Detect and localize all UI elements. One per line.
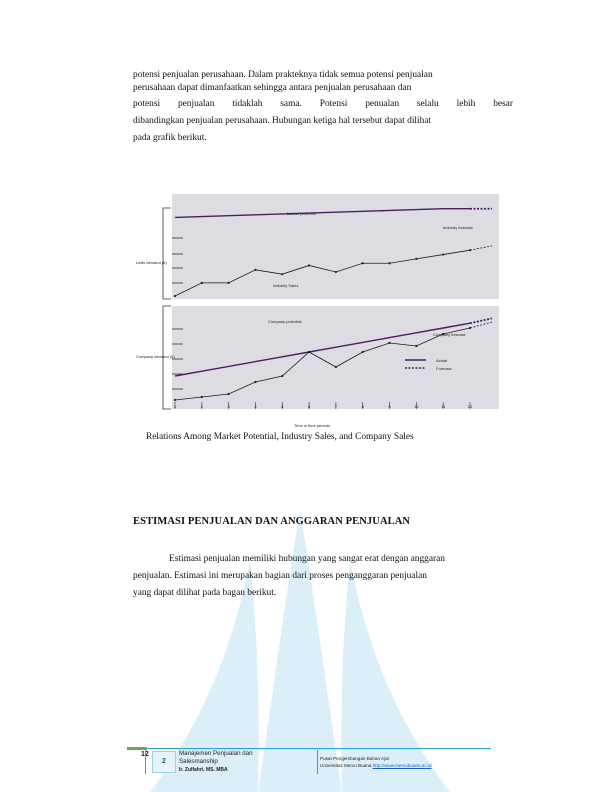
label-company-potential: Company potential [268,319,302,324]
intro-paragraph [133,69,513,145]
word: Potensi [319,99,348,109]
top-point-industry-sales [281,273,283,275]
label-industry-sales: Industry Sales [273,283,299,288]
bottom-point-company-sales [174,399,176,401]
x-axis-label: Time in time periods [294,423,330,428]
body-line-1: Estimasi penjualan memiliki hubungan yang sangat erat dengan anggaran [169,554,445,564]
bottom-ylabel: Company demand (#) [136,354,175,359]
top-ylabel: Units demand (#) [136,260,167,265]
x-tick-label: 6 [307,404,311,409]
footer-url-link[interactable]: http://www.mercubuana.ac.id [372,762,432,768]
label-market-potential: Market potential [287,211,316,216]
x-tick-label: 2 [200,404,203,409]
bottom-point-company-sales [281,375,283,377]
bottom-point-company-sales [228,393,230,395]
course-title-line-2: Salesmanship [179,758,218,765]
top-point-industry-sales [335,271,337,273]
bottom-point-company-sales [362,351,364,353]
y-axis-brackets [163,208,171,409]
x-tick-label: 8 [361,404,364,409]
footer-rule [127,748,491,749]
market-potential-chart [115,186,500,431]
x-tick-label: 7 [334,404,338,409]
x-tick-label: 3 [227,404,230,409]
legend-actual-label: Actual [436,358,448,363]
footer-org [320,756,432,769]
body-line-2: penjualan. Estimasi ini merupakan bagian dari proses penganggaran penjualan [133,571,427,581]
footer-course [179,750,253,774]
label-industry-forecast: Industry forecast [443,225,473,230]
bottom-panel-bg [172,306,499,409]
word: lebih [456,99,476,109]
bottom-point-company-sales [388,342,390,344]
intro-line-1: potensi penjualan perusahaan. Dalam prakteknya tidak semua potensi penjualan [133,70,433,80]
legend-forecast-label: Forecast [436,366,452,371]
x-tick-label: 5 [281,404,284,409]
course-author: Ir. Zulfahri, MS. MBA [179,767,228,773]
intro-line-4: dibandingkan penjualan perusahaan. Hubungan ketiga hal tersebut dapat dilihat [133,116,432,126]
intro-line-5: pada grafik berikut. [133,133,207,143]
top-point-industry-sales [362,262,364,264]
chart-caption: Relations Among Market Potential, Industry Sales, and Company Sales [146,432,414,442]
word: selalu [416,99,439,109]
section-heading: ESTIMASI PENJUALAN DAN ANGGARAN PENJUALAN [133,516,411,527]
x-tick-label: 9 [388,404,391,409]
bottom-point-company-sales [308,351,310,353]
x-tick-label: 10 [414,404,419,409]
top-point-industry-sales [228,282,230,284]
x-tick-label: 11 [441,404,446,409]
top-point-industry-sales [308,264,310,266]
x-tick-label: 4 [254,404,257,409]
x-tick-label: 1 [173,404,177,409]
page-number: 12 [141,751,149,758]
top-point-industry-sales [442,253,444,255]
x-tick-label: 12 [467,404,473,409]
word: penjualan [177,99,215,109]
word: tidaklah [232,99,263,109]
footer-accent [127,747,147,750]
org-name: Universitas Mercu Buana [320,762,372,768]
intro-line-2: perusahaan dapat dimanfaatkan sehingga antara penjualan perusahaan dan [133,83,412,93]
footer-divider-right [317,750,318,774]
body-line-3: yang dapat dilihat pada bagan berikut. [133,588,277,598]
bottom-point-company-sales [254,381,256,383]
word: penualan [365,99,400,109]
course-title-line-1: Manajemen Penjualan dan [179,750,253,757]
intro-line-3 [133,98,513,111]
word: potensi [133,99,161,109]
top-point-industry-sales [254,269,256,271]
label-company-forecast: Company forecast [433,332,466,337]
word: besar [493,99,513,109]
top-point-industry-sales [174,295,176,297]
top-point-industry-sales [388,262,390,264]
bottom-point-company-sales [335,366,337,368]
body-paragraph [133,553,503,600]
top-point-industry-sales [201,282,203,284]
word: sama. [280,99,302,109]
bottom-point-company-sales [201,396,203,398]
footer-badge: 2 [152,751,176,773]
bottom-point-company-sales [415,345,417,347]
top-point-industry-sales [415,258,417,260]
org-line-1: Pusat Pengembangan Bahan Ajar [320,756,390,761]
org-line-2 [320,763,432,770]
footer-divider-left [145,750,146,774]
